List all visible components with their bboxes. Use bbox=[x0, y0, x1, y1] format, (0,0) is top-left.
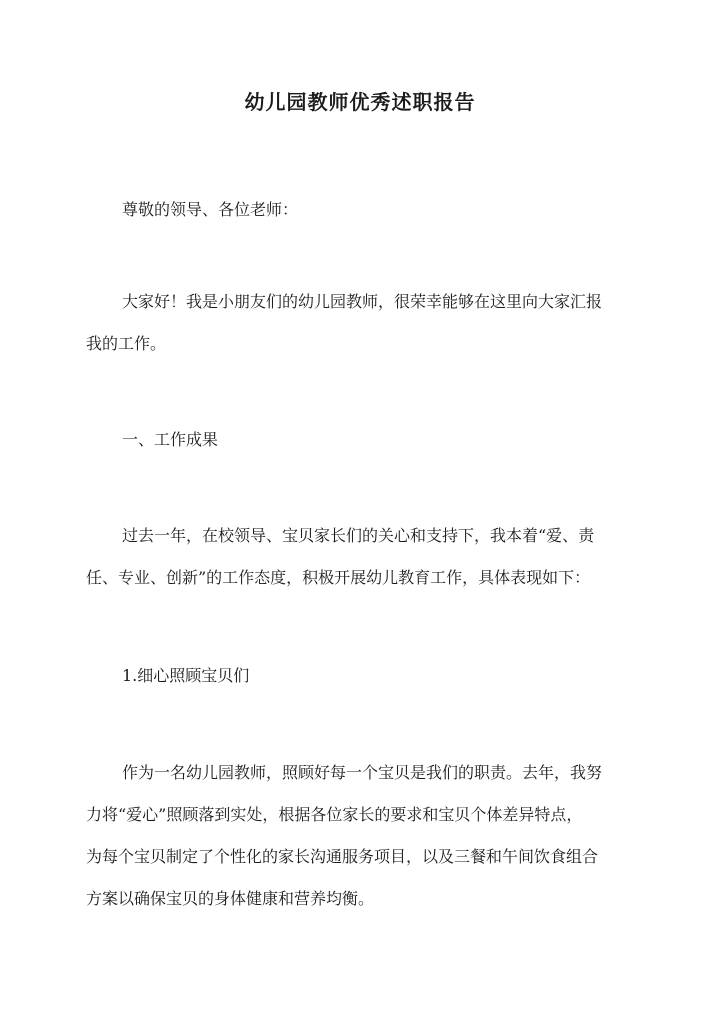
section-1-heading bbox=[86, 419, 634, 461]
section-1-line-2: 任、专业、创新”的工作态度，积极开展幼儿教育工作，具体表现如下： bbox=[86, 568, 591, 587]
section-1-heading-text: 一、工作成果 bbox=[122, 430, 219, 449]
subsection-1-line-1: 作为一名幼儿园教师，照顾好每一个宝贝是我们的职责。去年，我努 bbox=[122, 763, 603, 782]
intro-line-1: 大家好！我是小朋友们的幼儿园教师，很荣幸能够在这里向大家汇报 bbox=[122, 292, 603, 311]
subsection-1-line-3: 为每个宝贝制定了个性化的家长沟通服务项目，以及三餐和午间饮食组合 bbox=[86, 847, 599, 866]
intro-line-2: 我的工作。 bbox=[86, 334, 167, 353]
subsection-1-line-4: 方案以确保宝贝的身体健康和营养均衡。 bbox=[86, 889, 375, 908]
section-1-paragraph bbox=[86, 515, 634, 599]
intro-paragraph bbox=[86, 281, 634, 365]
subsection-1-line-2: 力将“爱心”照顾落到实处，根据各位家长的要求和宝贝个体差异特点， bbox=[86, 805, 583, 824]
document-title: 幼儿园教师优秀述职报告 bbox=[244, 90, 476, 114]
subsection-1-heading-text: 1.细心照顾宝贝们 bbox=[122, 666, 250, 685]
section-1-line-1: 过去一年，在校领导、宝贝家长们的关心和支持下，我本着“爱、责 bbox=[122, 526, 595, 545]
salutation bbox=[86, 189, 634, 231]
salutation-text: 尊敬的领导、各位老师： bbox=[122, 200, 299, 219]
subsection-1-heading bbox=[86, 655, 634, 697]
subsection-1-paragraph bbox=[86, 752, 634, 920]
